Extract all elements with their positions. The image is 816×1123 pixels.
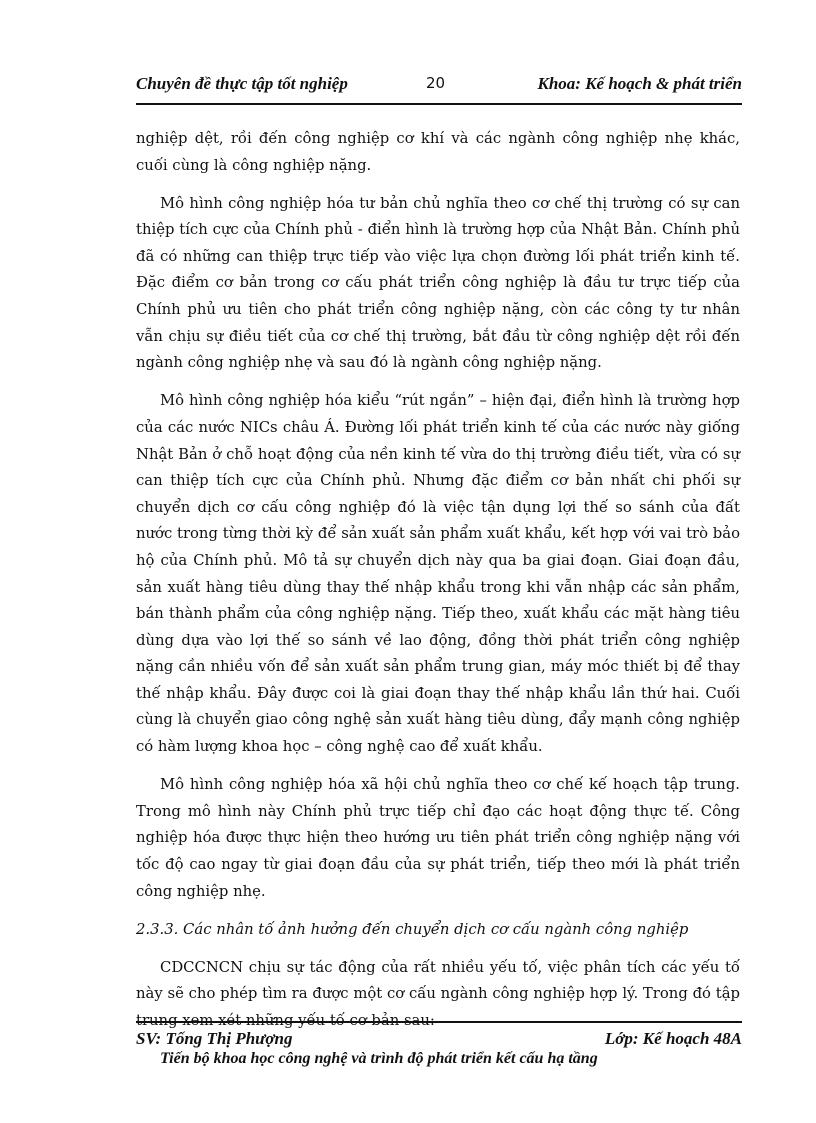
paragraph-socialist-model: Mô hình công nghiệp hóa xã hội chủ nghĩa theo cơ chế kế hoạch tập trung. Trong mô hình này Chính phủ trực tiếp chỉ đạo các hoạt động thực tế. Công nghiệp hóa được thực hiện theo hướng ưu tiên phát triển công nghiệp nặng với tốc độ cao ngay từ giai đoạn đầu của sự phát triển, tiếp theo mới là phát triển công nghiệp nhẹ. xyxy=(136,776,740,900)
footer-student-name: SV: Tống Thị Phượng xyxy=(136,1029,293,1048)
subsection-heading: Tiến bộ khoa học công nghệ và trình độ phát triển kết cấu hạ tầng xyxy=(160,1050,598,1067)
footer-rule xyxy=(136,1021,742,1023)
paragraph-japan-model: Mô hình công nghiệp hóa tư bản chủ nghĩa theo cơ chế thị trường có sự can thiệp tích cực của Chính phủ - điển hình là trường hợp của Nhật Bản. Chính phủ đã có những can thiệp trực tiếp vào việc lựa chọn đường lối phát triển kinh tế. Đặc điểm cơ bản trong cơ cấu phát triển công nghiệp là đầu tư trực tiếp của Chính phủ ưu tiên cho phát triển công nghiệp nặng, còn các công ty tư nhân vẫn chịu sự điều tiết của cơ chế thị trường, bắt đầu từ công nghiệp dệt rồi đến ngành công nghiệp nhẹ và sau đó là ngành công nghiệp nặng. xyxy=(136,194,740,372)
page-header xyxy=(136,74,742,100)
footer-class: Lớp: Kế hoạch 48A xyxy=(604,1029,742,1048)
paragraph-continuation: nghiệp dệt, rồi đến công nghiệp cơ khí và các ngành công nghiệp nhẹ khác, cuối cùng là công nghiệp nặng. xyxy=(136,130,740,174)
paragraph-nics-model: Mô hình công nghiệp hóa kiểu “rút ngắn” – hiện đại, điển hình là trường hợp của các nước NICs châu Á. Đường lối phát triển kinh tế của các nước này giống Nhật Bản ở chỗ hoạt động của nền kinh tế vừa do thị trường điều tiết, vừa có sự can thiệp tích cực của Chính phủ. Nhưng đặc điểm cơ bản nhất chi phối sự chuyển dịch cơ cấu công nghiệp đó là việc tận dụng lợi thế so sánh của đất nước trong từng thời kỳ để sản xuất sản phẩm xuất khẩu, kết hợp với vai trò bảo hộ của Chính phủ. Mô tả sự chuyển dịch này qua ba giai đoạn. Giai đoạn đầu, sản xuất hàng tiêu dùng thay thế nhập khẩu trong khi vẫn nhập các sản phẩm, bán thành phẩm của công nghiệp nặng. Tiếp theo, xuất khẩu các mặt hàng tiêu dùng dựa vào lợi thế so sánh về lao động, đồng thời phát triển công nghiệp nặng cần nhiều vốn để sản xuất sản phẩm trung gian, máy móc thiết bị để thay thế nhập khẩu. Đây được coi là giai đoạn thay thế nhập khẩu lần thứ hai. Cuối cùng là chuyển giao công nghệ sản xuất hàng tiêu dùng, đẩy mạnh công nghiệp có hàm lượng khoa học – công nghệ cao để xuất khẩu. xyxy=(136,392,740,756)
document-body xyxy=(136,126,740,1084)
header-department: Khoa: Kế hoạch & phát triển xyxy=(537,74,742,93)
header-rule xyxy=(136,103,742,105)
paragraph-factors: CDCCNCN chịu sự tác động của rất nhiều yếu tố, việc phân tích các yếu tố này sẽ cho phép tìm ra được một cơ cấu ngành công nghiệp hợp lý. Trong đó tập xyxy=(136,958,740,1003)
page-number: 20 xyxy=(426,74,446,92)
page-footer xyxy=(136,1029,742,1055)
section-heading: 2.3.3. Các nhân tố ảnh hưởng đến chuyển dịch cơ cấu ngành công nghiệp xyxy=(136,920,689,938)
header-document-title: Chuyên đề thực tập tốt nghiệp xyxy=(136,74,348,93)
